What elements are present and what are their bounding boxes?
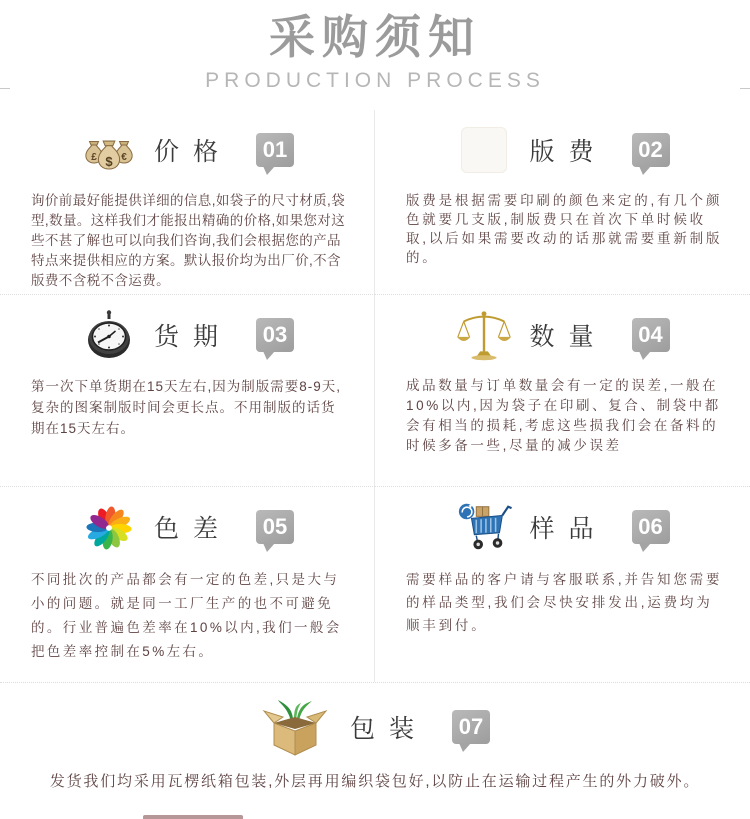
badge-number: 02	[638, 137, 663, 162]
section-quantity-body: 成品数量与订单数量会有一定的误差,一般在10%以内,因为袋子在印刷、复合、制袋中都会有相当的损耗,考虑这些损我们会在备料的时候多备一些,尽量的减少误差	[406, 378, 721, 453]
blank-document-icon	[455, 123, 513, 177]
section-quantity-header	[375, 308, 750, 362]
section-sample-number-badge	[632, 510, 670, 544]
section-lead-time	[0, 295, 375, 487]
section-packing	[0, 682, 750, 819]
section-sample-body: 需要样品的客户请与客服联系,并告知您需要的样品类型,我们会尽快安排发出,运费均为顺丰到付。	[406, 572, 723, 633]
color-wheel-icon	[80, 500, 138, 554]
sections-grid	[0, 110, 750, 682]
section-sample-title: 样品	[529, 515, 608, 543]
cropped-bottom-element	[143, 815, 243, 819]
stopwatch-icon	[80, 308, 138, 362]
subtitle-right-rule	[740, 88, 750, 89]
badge-number: 05	[262, 514, 288, 539]
section-sample-header	[375, 500, 750, 554]
section-lead-time-title: 货期	[153, 323, 232, 351]
section-color-difference-number-badge	[256, 510, 294, 544]
section-color-difference-body: 不同批次的产品都会有一定的色差,只是大与小的问题。就是同一工厂生产的也不可避免的。行业普遍色差率在10%以内,我们一般会把色差率控制在5%左右。	[31, 572, 342, 659]
section-plate-fee	[375, 110, 750, 295]
badge-number: 01	[262, 137, 288, 162]
svg-text:€: €	[121, 152, 127, 163]
svg-text:£: £	[91, 152, 97, 163]
money-bags-icon	[80, 123, 138, 177]
badge-number: 06	[638, 514, 663, 539]
section-color-difference-header	[0, 500, 374, 554]
section-color-difference-title: 色差	[153, 515, 232, 543]
section-lead-time-number-badge	[256, 318, 294, 352]
section-lead-time-header	[0, 308, 374, 362]
section-sample	[375, 487, 750, 682]
section-plate-fee-header	[375, 123, 750, 177]
section-price-header	[0, 123, 374, 177]
shopping-cart-icon	[455, 500, 513, 554]
section-plate-fee-number-badge	[632, 133, 670, 167]
section-price	[0, 110, 375, 295]
subtitle-left-rule	[0, 88, 10, 89]
page-title: 采购须知	[269, 11, 481, 63]
section-packing-body: 发货我们均采用瓦楞纸箱包装,外层再用编织袋包好,以防止在运输过程产生的外力破外。	[49, 773, 701, 790]
section-price-number-badge	[256, 133, 294, 167]
section-quantity-title: 数量	[529, 323, 608, 351]
svg-text:$: $	[105, 154, 113, 169]
section-plate-fee-title: 版费	[529, 138, 608, 166]
page-header	[0, 0, 750, 93]
section-packing-title: 包装	[349, 715, 428, 743]
section-color-difference	[0, 487, 375, 682]
open-box-icon	[260, 690, 334, 764]
section-lead-time-body: 第一次下单货期在15天左右,因为制版需要8-9天,复杂的图案制版时间会更长点。不用制版的话货期在15天左右。	[31, 379, 342, 436]
section-price-body: 询价前最好能提供详细的信息,如袋子的尺寸材质,袋型,数量。这样我们才能报出精确的价格,如果您对这些不甚了解也可以向我们咨询,我们会根据您的产品特点来提供相应的方案。默认报价均为出厂价,不含版费不含税不含运费。	[31, 193, 346, 288]
section-price-title: 价格	[153, 138, 232, 166]
badge-number: 07	[458, 714, 484, 739]
badge-number: 03	[262, 322, 288, 347]
section-quantity-number-badge	[632, 318, 670, 352]
section-plate-fee-body: 版费是根据需要印刷的颜色来定的,有几个颜色就要几支版,制版费只在首次下单时候收取,以后如果需要改动的话那就需要重新制版的。	[406, 193, 723, 265]
section-quantity	[375, 295, 750, 487]
badge-number: 04	[638, 322, 663, 347]
page-subtitle: PRODUCTION PROCESS	[205, 69, 545, 93]
section-packing-number-badge	[452, 710, 490, 744]
section-packing-header	[0, 689, 750, 765]
balance-scale-icon	[455, 308, 513, 362]
